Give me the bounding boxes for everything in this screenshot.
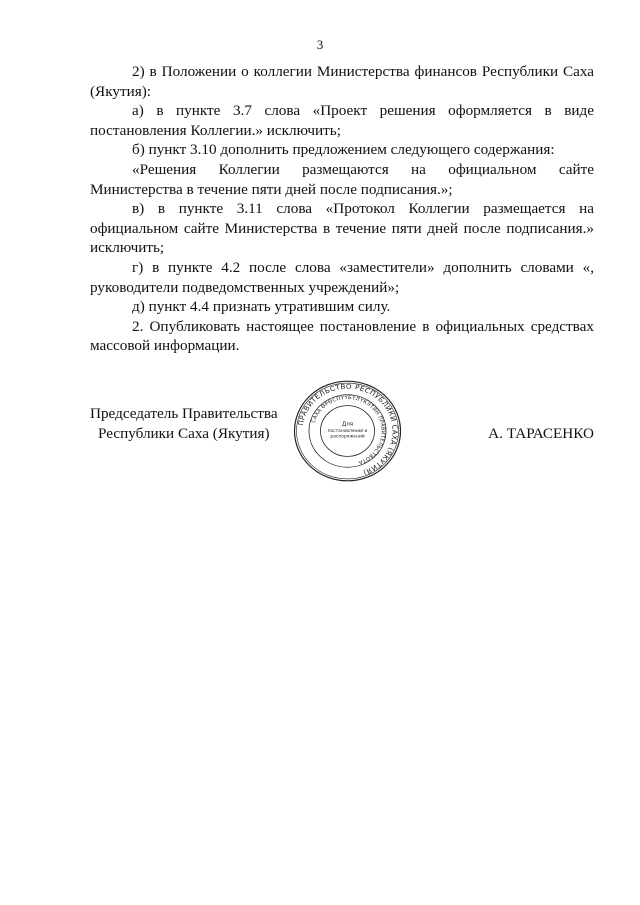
- official-seal: [284, 375, 411, 487]
- document-body: [90, 62, 594, 356]
- seal-center-text: распоряжений: [330, 434, 365, 440]
- paragraph: д) пункт 4.4 признать утратившим силу.: [132, 298, 391, 316]
- seal-center-text: Для: [341, 421, 354, 428]
- paragraph: 2) в Положении о коллегии Министерства финансов Республики Саха (Якутия):: [90, 63, 594, 100]
- position-line: Республики Саха (Якутия): [98, 424, 270, 442]
- paragraph: б) пункт 3.10 дополнить предложением следующего содержания:: [132, 141, 555, 159]
- paragraph: а) в пункте 3.7 слова «Проект решения оформляется в виде постановления Коллегии.» исключить;: [90, 102, 594, 139]
- seal-center-text: постановлений и: [327, 429, 368, 434]
- paragraph: «Решения Коллегии размещаются на официальном сайте Министерства в течение пяти дней после подписания.»;: [90, 160, 594, 198]
- signatory-position: [90, 404, 278, 443]
- page-number: 3: [316, 37, 324, 52]
- paragraph: в) в пункте 3.11 слова «Протокол Коллегии размещается на официальном сайте Министерства в течение пяти дней после подписания.» исключить;: [90, 200, 594, 257]
- seal-inner-text: САХА ӨРӨСПҮҮБҮЛҮКЭТИН ПРАВИТЕЛЬСТВОТА: [310, 395, 386, 466]
- paragraph: г) в пункте 4.2 после слова «заместители» дополнить словами «, руководители подведомственных учреждений»;: [90, 258, 594, 296]
- position-line: Председатель Правительства: [90, 405, 278, 422]
- paragraph: 2. Опубликовать настоящее постановление в официальных средствах массовой информации.: [90, 317, 594, 355]
- seal-outer-text: ПРАВИТЕЛЬСТВО РЕСПУБЛИКИ САХА (ЯКУТИЯ): [296, 382, 399, 477]
- signatory-name: А. ТАРАСЕНКО: [488, 425, 594, 442]
